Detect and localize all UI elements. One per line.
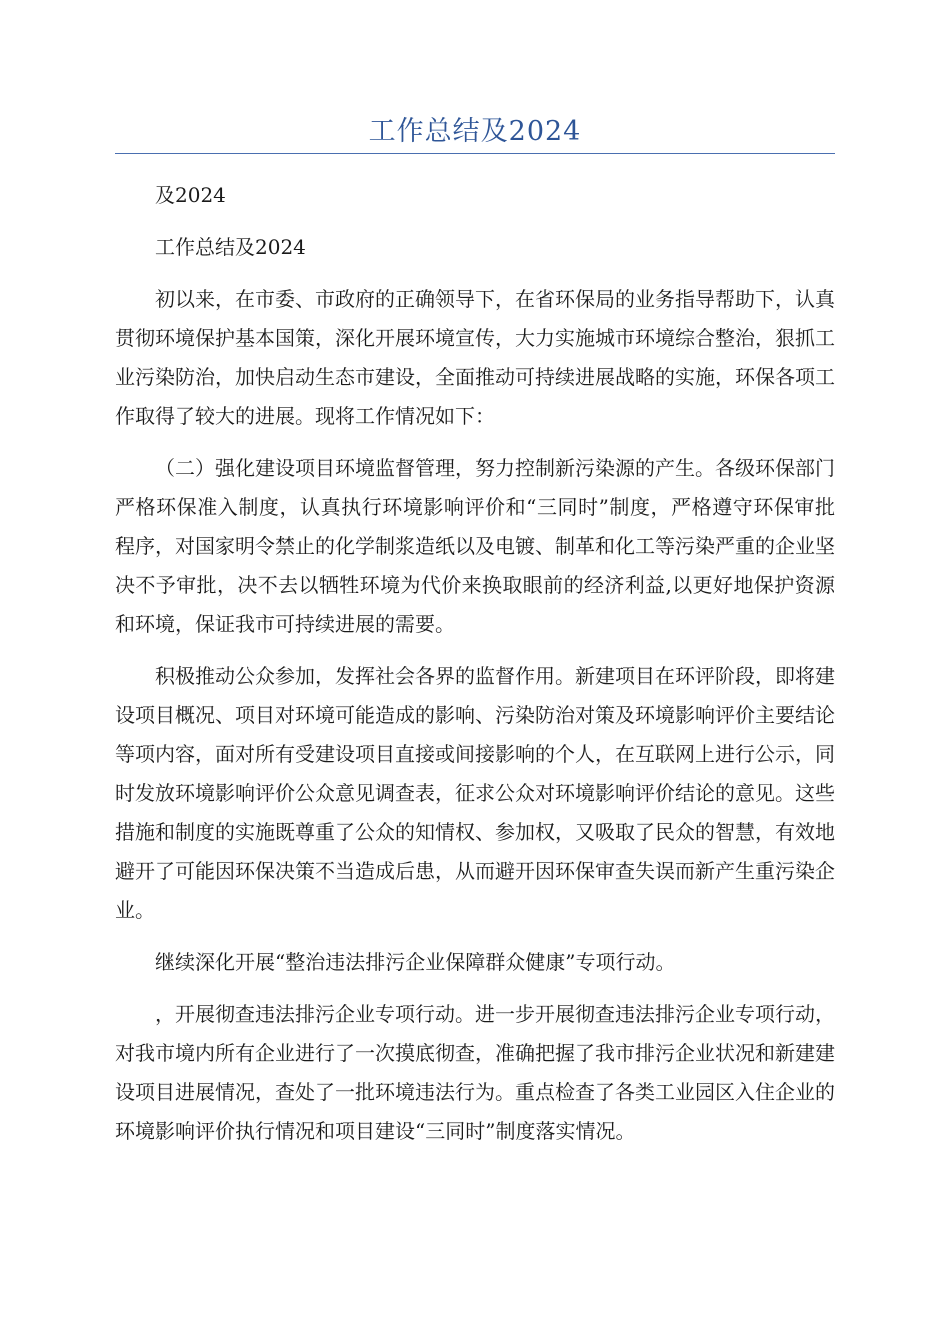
paragraph-heading-summary: 工作总结及2024 bbox=[155, 235, 306, 259]
title-underline bbox=[115, 153, 835, 154]
paragraph-intro: 初以来，在市委、市政府的正确领导下，在省环保局的业务指导帮助下，认真贯彻环境保护基本国策，深化开展环境宣传，大力实施城市环境综合整治，狠抓工业污染防治，加快启动生态市建设，全面推动可持续进展战略的实施，环保各项工作取得了较大的进展。现将工作情况如下： bbox=[115, 287, 835, 428]
paragraph-public-participation: 积极推动公众参加，发挥社会各界的监督作用。新建项目在环评阶段，即将建设项目概况、项目对环境可能造成的影响、污染防治对策及环境影响评价主要结论等项内容，面对所有受建设项目直接或间接影响的个人，在互联网上进行公示，同时发放环境影响评价公众意见调查表，征求公众对环境影响评价结论的意见。这些措施和制度的实施既尊重了公众的知情权、参加权，又吸取了民众的智慧，有效地避开了可能因环保决策不当造成后患，从而避开因环保审查失误而新产生重污染企业。 bbox=[115, 664, 835, 922]
document-body bbox=[115, 176, 835, 1151]
paragraph-inspection: ，开展彻查违法排污企业专项行动。进一步开展彻查违法排污企业专项行动，对我市境内所有企业进行了一次摸底彻查，准确把握了我市排污企业状况和新建建设项目进展情况，查处了一批环境违法行为。重点检查了各类工业园区入住企业的环境影响评价执行情况和项目建设“三同时”制度落实情况。 bbox=[115, 1002, 835, 1143]
paragraph-project-supervision: （二）强化建设项目环境监督管理，努力控制新污染源的产生。各级环保部门严格环保准入制度，认真执行环境影响评价和“三同时”制度，严格遵守环保审批程序，对国家明令禁止的化学制浆造纸以及电镀、制革和化工等污染严重的企业坚决不予审批，决不去以牺牲环境为代价来换取眼前的经济利益,以更好地保护资源和环境，保证我市可持续进展的需要。 bbox=[115, 456, 835, 636]
paragraph-special-action: 继续深化开展“整治违法排污企业保障群众健康”专项行动。 bbox=[155, 950, 676, 974]
paragraph-heading-year: 及2024 bbox=[155, 183, 226, 207]
document-title: 工作总结及2024 bbox=[368, 116, 582, 147]
